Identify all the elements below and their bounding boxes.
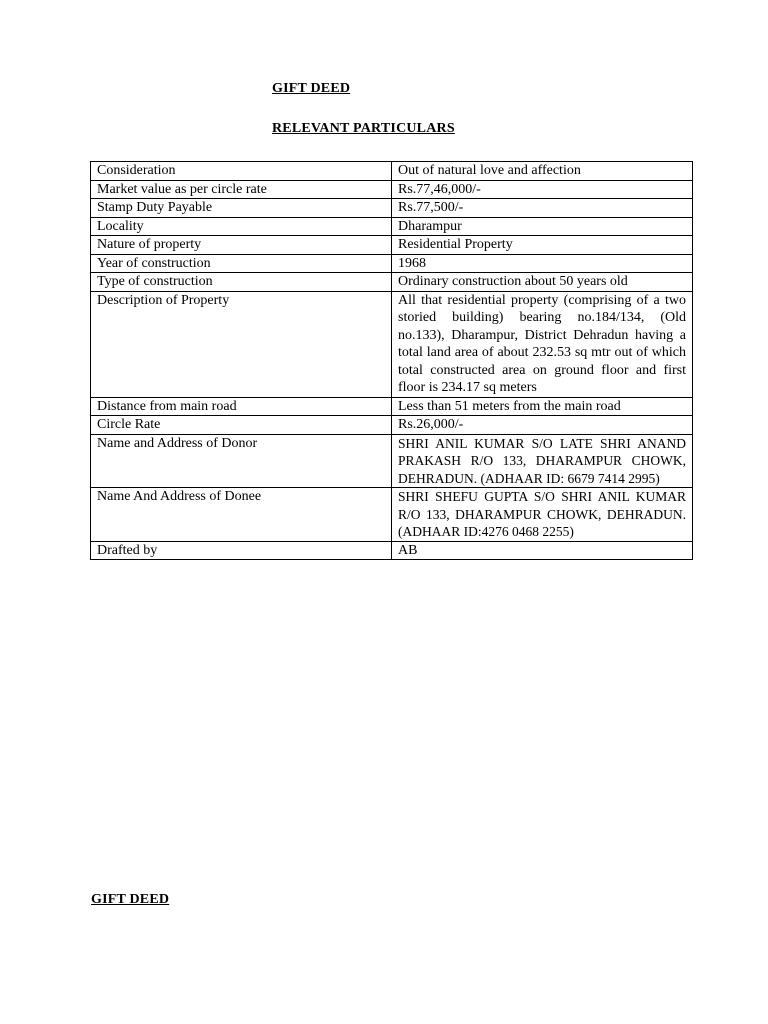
table-row: [91, 199, 693, 218]
row-value: SHRI SHEFU GUPTA S/O SHRI ANIL KUMAR R/O 133, DHARAMPUR CHOWK, DEHRADUN. (ADHAAR ID:4276 0468 2255): [392, 488, 693, 542]
row-label: Consideration: [91, 162, 392, 181]
table-row: [91, 162, 693, 181]
row-value: Rs.26,000/-: [392, 416, 693, 435]
row-label: Market value as per circle rate: [91, 180, 392, 199]
row-label: Type of construction: [91, 273, 392, 292]
row-label: Distance from main road: [91, 397, 392, 416]
row-label: Nature of property: [91, 236, 392, 255]
row-value: Residential Property: [392, 236, 693, 255]
row-value: All that residential property (comprising of a two storied building) bearing no.184/134, (Old no.133), Dharampur, District Dehradun having a total land area of about 232.53 sq mtr out of which total constructed area on ground floor and first floor is 234.17 sq meters: [392, 291, 693, 397]
table-row: [91, 217, 693, 236]
row-label: Circle Rate: [91, 416, 392, 435]
row-label: Stamp Duty Payable: [91, 199, 392, 218]
row-value: AB: [392, 541, 693, 560]
row-label: Name And Address of Donee: [91, 488, 392, 542]
document-title: GIFT DEED: [272, 81, 351, 96]
row-label: Year of construction: [91, 254, 392, 273]
relevant-particulars-heading: RELEVANT PARTICULARS: [272, 121, 455, 136]
table-row: [91, 397, 693, 416]
table-row: [91, 180, 693, 199]
row-label: Drafted by: [91, 541, 392, 560]
gift-deed-heading: GIFT DEED: [91, 892, 170, 907]
row-label: Name and Address of Donor: [91, 434, 392, 488]
table-row: [91, 541, 693, 560]
row-value: SHRI ANIL KUMAR S/O LATE SHRI ANAND PRAKASH R/O 133, DHARAMPUR CHOWK, DEHRADUN. (ADHAAR ID: 6679 7414 2995): [392, 434, 693, 488]
row-value: Rs.77,500/-: [392, 199, 693, 218]
particulars-table: [90, 161, 693, 560]
row-value: Rs.77,46,000/-: [392, 180, 693, 199]
row-value: Less than 51 meters from the main road: [392, 397, 693, 416]
table-row: [91, 273, 693, 292]
row-label: Description of Property: [91, 291, 392, 397]
table-row: [91, 254, 693, 273]
row-value: 1968: [392, 254, 693, 273]
row-label: Locality: [91, 217, 392, 236]
row-value: Out of natural love and affection: [392, 162, 693, 181]
row-value: Ordinary construction about 50 years old: [392, 273, 693, 292]
row-value: Dharampur: [392, 217, 693, 236]
table-row: [91, 291, 693, 397]
table-row: [91, 434, 693, 488]
table-row: [91, 236, 693, 255]
table-row: [91, 416, 693, 435]
table-row: [91, 488, 693, 542]
